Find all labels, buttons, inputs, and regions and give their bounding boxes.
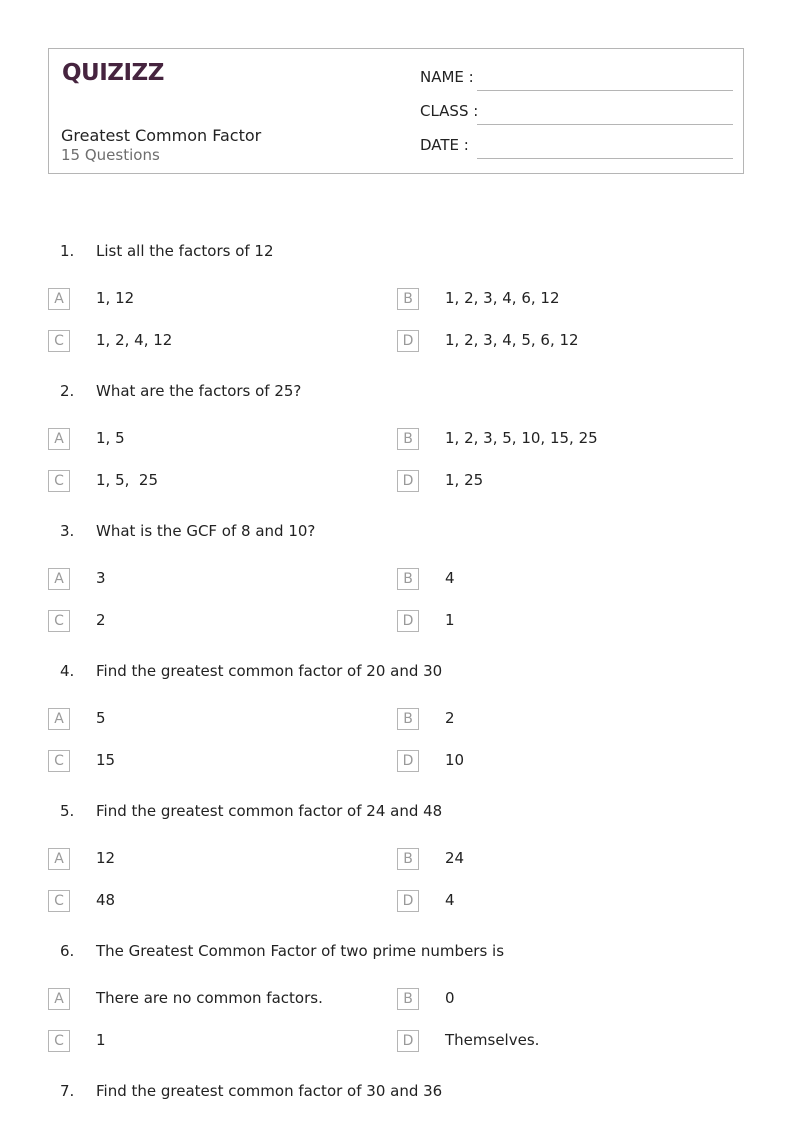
answer-option-a[interactable]	[48, 988, 378, 1012]
answer-option-d[interactable]	[397, 750, 727, 774]
option-letter-box[interactable]: A	[48, 288, 70, 310]
question-text: List all the factors of 12	[96, 242, 274, 260]
option-letter-box[interactable]: B	[397, 288, 419, 310]
option-letter-box[interactable]: D	[397, 610, 419, 632]
option-letter-box[interactable]: B	[397, 988, 419, 1010]
answer-option-c[interactable]	[48, 750, 378, 774]
option-letter-box[interactable]: A	[48, 428, 70, 450]
option-letter-box[interactable]: D	[397, 890, 419, 912]
quizizz-logo: QUIZIZZ	[62, 60, 164, 86]
option-text: 15	[96, 751, 116, 769]
question-4	[0, 662, 794, 682]
question-2	[0, 382, 794, 402]
question-number: 6.	[60, 942, 75, 960]
name-label: NAME :	[420, 68, 474, 86]
answer-option-c[interactable]	[48, 1030, 378, 1054]
question-number: 5.	[60, 802, 75, 820]
answer-option-b[interactable]	[397, 988, 727, 1012]
class-line[interactable]	[477, 124, 733, 125]
option-text: 1	[445, 611, 455, 629]
question-number: 7.	[60, 1082, 75, 1100]
answer-option-a[interactable]	[48, 288, 378, 312]
option-letter-box[interactable]: D	[397, 470, 419, 492]
answer-option-a[interactable]	[48, 568, 378, 592]
option-text: 1	[96, 1031, 106, 1049]
question-5	[0, 802, 794, 822]
class-label: CLASS :	[420, 102, 479, 120]
answer-option-a[interactable]	[48, 428, 378, 452]
option-text: There are no common factors.	[96, 989, 323, 1007]
worksheet-title: Greatest Common Factor	[61, 126, 262, 145]
option-text: 1, 12	[96, 289, 135, 307]
option-text: 2	[96, 611, 106, 629]
question-1	[0, 242, 794, 262]
option-letter-box[interactable]: B	[397, 568, 419, 590]
answer-option-d[interactable]	[397, 610, 727, 634]
answer-option-c[interactable]	[48, 470, 378, 494]
answer-option-d[interactable]	[397, 890, 727, 914]
option-text: 1, 5	[96, 429, 125, 447]
option-letter-box[interactable]: A	[48, 568, 70, 590]
answer-option-b[interactable]	[397, 428, 727, 452]
answer-option-c[interactable]	[48, 610, 378, 634]
option-letter-box[interactable]: B	[397, 428, 419, 450]
option-text: 24	[445, 849, 465, 867]
question-number: 4.	[60, 662, 75, 680]
question-number: 3.	[60, 522, 75, 540]
option-text: 1, 5, 25	[96, 471, 159, 489]
option-text: 3	[96, 569, 106, 587]
option-text: 10	[445, 751, 465, 769]
answer-option-b[interactable]	[397, 848, 727, 872]
question-text: What are the factors of 25?	[96, 382, 302, 400]
option-text: 12	[96, 849, 116, 867]
option-letter-box[interactable]: D	[397, 1030, 419, 1052]
option-letter-box[interactable]: C	[48, 890, 70, 912]
question-text: What is the GCF of 8 and 10?	[96, 522, 316, 540]
option-text: 4	[445, 569, 455, 587]
option-letter-box[interactable]: D	[397, 750, 419, 772]
answer-option-b[interactable]	[397, 568, 727, 592]
answer-option-d[interactable]	[397, 470, 727, 494]
answer-option-a[interactable]	[48, 708, 378, 732]
option-text: 48	[96, 891, 116, 909]
option-text: 1, 25	[445, 471, 484, 489]
option-text: 1, 2, 3, 4, 6, 12	[445, 289, 560, 307]
answer-option-c[interactable]	[48, 330, 378, 354]
option-letter-box[interactable]: A	[48, 848, 70, 870]
option-text: 5	[96, 709, 106, 727]
option-text: Themselves.	[445, 1031, 540, 1049]
option-letter-box[interactable]: B	[397, 708, 419, 730]
option-letter-box[interactable]: C	[48, 470, 70, 492]
question-text: Find the greatest common factor of 20 and 30	[96, 662, 443, 680]
answer-option-d[interactable]	[397, 1030, 727, 1054]
question-number: 2.	[60, 382, 75, 400]
option-letter-box[interactable]: D	[397, 330, 419, 352]
option-text: 1, 2, 3, 5, 10, 15, 25	[445, 429, 598, 447]
date-label: DATE :	[420, 136, 469, 154]
option-letter-box[interactable]: C	[48, 1030, 70, 1052]
option-text: 2	[445, 709, 455, 727]
worksheet-header	[48, 48, 744, 174]
answer-option-a[interactable]	[48, 848, 378, 872]
question-7	[0, 1082, 794, 1102]
date-line[interactable]	[477, 158, 733, 159]
option-letter-box[interactable]: B	[397, 848, 419, 870]
option-letter-box[interactable]: C	[48, 610, 70, 632]
answer-option-b[interactable]	[397, 288, 727, 312]
option-text: 0	[445, 989, 455, 1007]
question-text: Find the greatest common factor of 30 and 36	[96, 1082, 443, 1100]
option-text: 4	[445, 891, 455, 909]
question-count: 15 Questions	[61, 146, 160, 164]
option-text: 1, 2, 4, 12	[96, 331, 173, 349]
option-text: 1, 2, 3, 4, 5, 6, 12	[445, 331, 579, 349]
name-line[interactable]	[477, 90, 733, 91]
option-letter-box[interactable]: A	[48, 988, 70, 1010]
option-letter-box[interactable]: C	[48, 750, 70, 772]
question-6	[0, 942, 794, 962]
answer-option-d[interactable]	[397, 330, 727, 354]
question-text: Find the greatest common factor of 24 and 48	[96, 802, 443, 820]
answer-option-b[interactable]	[397, 708, 727, 732]
option-letter-box[interactable]: A	[48, 708, 70, 730]
option-letter-box[interactable]: C	[48, 330, 70, 352]
question-number: 1.	[60, 242, 75, 260]
answer-option-c[interactable]	[48, 890, 378, 914]
question-3	[0, 522, 794, 542]
question-text: The Greatest Common Factor of two prime numbers is	[96, 942, 505, 960]
